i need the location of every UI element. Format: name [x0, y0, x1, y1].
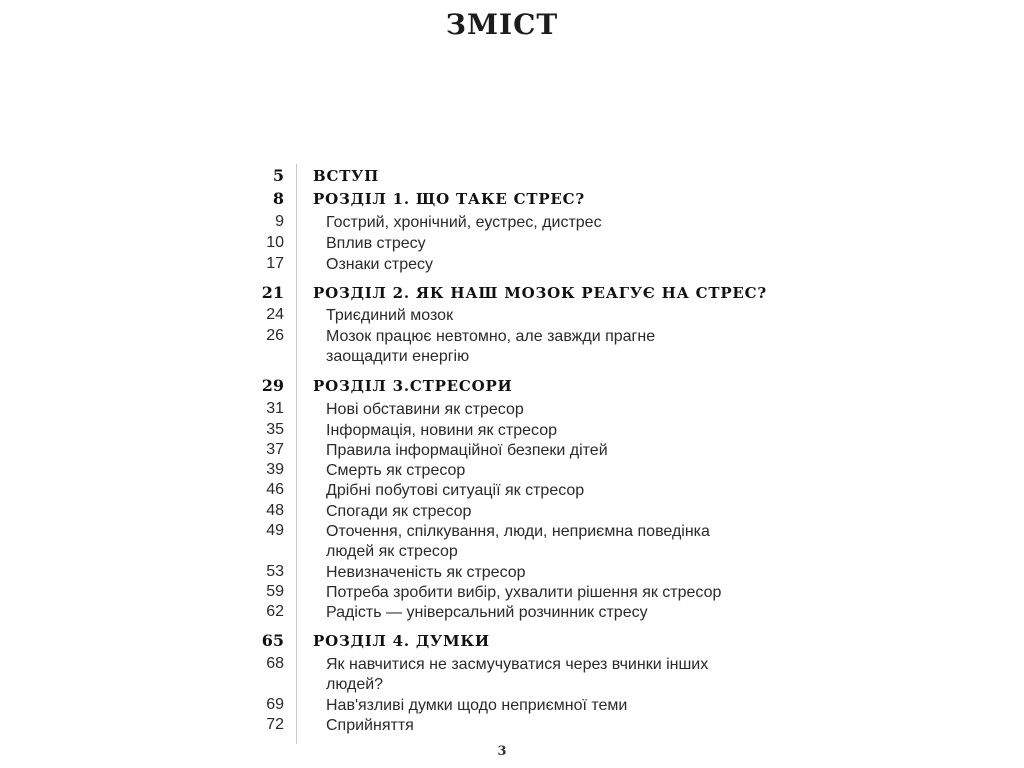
toc-entry-title: Оточення, спілкування, люди, неприємна поведінка людей як стресор [326, 523, 710, 560]
toc-entry-title: Гострий, хронічний, еустрес, дистрес [326, 214, 602, 231]
toc-entry-title: Спогади як стресор [326, 503, 472, 520]
toc-entry-title: Дрібні побутові ситуації як стресор [326, 482, 585, 499]
toc-page-number: 37 [266, 441, 284, 458]
toc-page-number: 69 [266, 696, 284, 713]
toc-page-number: 35 [266, 421, 284, 438]
toc-entry-title: Правила інформаційної безпеки дітей [326, 442, 608, 459]
toc-entry-title: Інформація, новини як стресор [326, 422, 558, 439]
toc-chapter-title: РОЗДІЛ 2. ЯК НАШ МОЗОК РЕАГУЄ НА СТРЕС? [313, 284, 767, 302]
toc-entry-title: Нав'язливі думки щодо неприємної теми [326, 697, 628, 714]
toc-page-number: 21 [261, 283, 284, 302]
toc-page-number: 53 [266, 563, 284, 580]
toc-chapter-title: РОЗДІЛ 4. ДУМКИ [313, 632, 490, 650]
toc-entry-title: Нові обставини як стресор [326, 401, 524, 418]
toc-page-number: 46 [266, 481, 284, 498]
toc-page-number: 31 [266, 400, 284, 417]
toc-page-number: 9 [275, 213, 284, 230]
toc-entry-title: Радість — універсальний розчинник стресу [326, 604, 648, 621]
toc-entry-title: Смерть як стресор [326, 462, 466, 479]
toc-entry-title: Триєдиний мозок [326, 307, 454, 324]
toc-page-number: 49 [266, 522, 284, 539]
toc-page-number: 10 [266, 234, 284, 251]
page-number: 3 [497, 744, 507, 759]
toc-page-number: 24 [266, 306, 284, 323]
toc-page-number: 65 [261, 631, 284, 650]
toc-entry-title: Як навчитися не засмучуватися через вчинки інших людей? [326, 656, 709, 693]
page-title: ЗМІСТ [445, 8, 559, 41]
toc-entry-title: Ознаки стресу [326, 256, 434, 273]
toc-entry-title: Сприйняття [326, 717, 414, 734]
toc-entry-title: Потреба зробити вибір, ухвалити рішення як стресор [326, 584, 722, 601]
toc-page-number: 68 [266, 655, 284, 672]
toc-chapter-title: ВСТУП [313, 167, 380, 185]
toc-entry-title: Невизначеність як стресор [326, 564, 526, 581]
toc-page-number: 72 [266, 716, 284, 733]
toc-page-number: 26 [266, 327, 284, 344]
toc-entry-title: Вплив стресу [326, 235, 426, 252]
toc-entry-title: Мозок працює невтомно, але завжди прагне заощадити енергію [326, 328, 656, 365]
toc-page-number: 29 [261, 376, 284, 395]
table-of-contents [230, 0, 790, 740]
toc-chapter-title: РОЗДІЛ 3.СТРЕСОРИ [313, 377, 513, 395]
toc-page-number: 5 [272, 166, 284, 185]
toc-page-number: 48 [266, 502, 284, 519]
toc-page-number: 17 [266, 255, 284, 272]
toc-page-number: 59 [266, 583, 284, 600]
toc-page-number: 62 [266, 603, 284, 620]
toc-page-number: 39 [266, 461, 284, 478]
toc-page-number: 8 [272, 189, 284, 208]
toc-chapter-title: РОЗДІЛ 1. ЩО ТАКЕ СТРЕС? [313, 190, 585, 208]
